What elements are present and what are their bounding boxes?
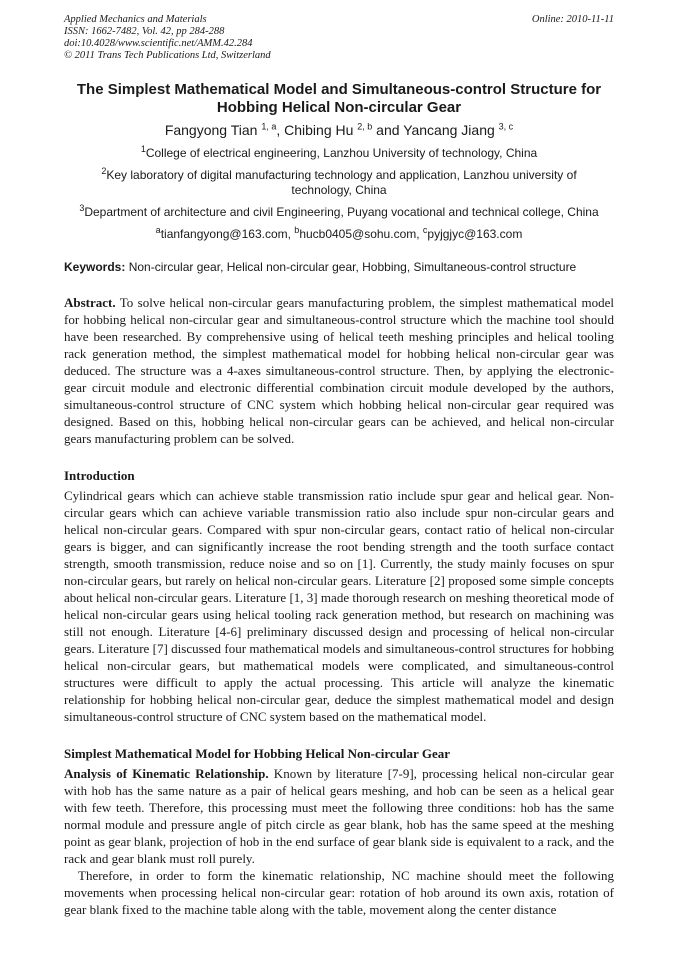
author-name: Yancang Jiang — [403, 122, 495, 138]
email-address[interactable]: tianfangyong@163.com — [160, 227, 288, 241]
subsection-label: Analysis of Kinematic Relationship. — [64, 766, 269, 781]
affiliation-2 — [64, 168, 614, 198]
abstract-label: Abstract. — [64, 295, 116, 310]
email-address[interactable]: pyjgjyc@163.com — [427, 227, 523, 241]
affiliation-superscript: 2 — [101, 166, 107, 176]
copyright-line: © 2011 Trans Tech Publications Ltd, Switzerland — [64, 50, 271, 61]
author-list: Fangyong Tian $^{1, a}$, Chibing Hu $^{2, b}$ and Yancang Jiang $^{3, c}$ — [164, 121, 514, 138]
affiliation-3 — [64, 205, 614, 220]
keywords-line — [64, 260, 614, 275]
email-superscript: b — [294, 225, 300, 235]
kinematic-text: Known by literature [7-9], processing helical non-circular gear with hob has the same nature as a pair of helical gears meshing, and hob can be seen as a helical gear with few teeth. Therefore, this processing must meet the following three conditions: hob has the same normal module and pressure angle of pitch circle as gear blank, hob has the same speed at the meshing point as gear blank, projection of hob in the end surface of gear blank side is equivalent to a rack, and the rack and gear blank must roll purely. — [64, 766, 614, 866]
movements-paragraph: Therefore, in order to form the kinematic relationship, NC machine should meet the following movements when processing helical non-circular gear: rotation of hob around its own axis, rotation of gear blank fixed to the machine table along with the table, movement along the center distance — [64, 868, 614, 917]
affiliation-text: Department of architecture and civil Engineering, Puyang vocational and technical college, China — [84, 205, 599, 219]
author-superscript: 1, a — [261, 121, 277, 132]
email-address[interactable]: hucb0405@sohu.com — [299, 227, 417, 241]
author-superscript: 3, c — [498, 121, 514, 132]
doi-line: doi:10.4028/www.scientific.net/AMM.42.284 — [64, 38, 253, 49]
affiliation-1 — [64, 146, 614, 161]
kinematic-paragraph — [64, 765, 614, 867]
abstract-text: To solve helical non-circular gears manufacturing problem, the simplest mathematical model for hobbing helical non-circular gear and simultaneous-control structure which the machine tool should have been researched. By comprehensive using of helical teeth meshing principles and helical tooling rack generation method, the simplest mathematical model for hobbing helical non-circular gear was deduced. The structure was a 4-axes simultaneous-control structure. Then, by applying the electronic-gear circuit module and electronic differential combination circuit module developed by the authors, simultaneous-control structure of CNC system which hobbing helical non-circular gear required was designed. Based on this, hobbing helical non-circular gears can be achieved, and helical non-circular gears manufacturing problem can be solved. — [64, 295, 614, 446]
paper-title: The Simplest Mathematical Model and Simultaneous-control Structure for Hobbing Helical Non-circular Gear — [76, 81, 602, 116]
email-list: $^a$tianfangyong@163.com, $^b$hucb0405@sohu.com, $^c$pyjgjyc@163.com — [155, 225, 523, 241]
journal-name: Applied Mechanics and Materials — [64, 14, 207, 25]
email-superscript: c — [422, 225, 428, 235]
author-name: Fangyong Tian — [164, 122, 258, 138]
affiliation-text: College of electrical engineering, Lanzhou University of technology, China — [145, 146, 538, 160]
section-heading-introduction: Introduction — [64, 468, 135, 483]
affiliation-text: Key laboratory of digital manufacturing technology and application, Lanzhou university of technology, China — [106, 168, 577, 197]
abstract-paragraph — [64, 294, 614, 447]
affiliation-superscript: 3 — [79, 203, 85, 213]
section-heading-model: Simplest Mathematical Model for Hobbing Helical Non-circular Gear — [64, 746, 450, 761]
introduction-paragraph: Cylindrical gears which can achieve stable transmission ratio include spur gear and helical gear. Non-circular gears which can achieve variable transmission ratio also include spur non-circular gears and helical non-circular gears. Compared with spur non-circular gears, contact ratio of helical non-circular gears is bigger, and can significantly increase the root bending strength and the tooth surface contact strength, smooth transmission, reduce noise and so on [1]. Currently, the study mainly focuses on spur non-circular gears, but rarely on helical non-circular gears. Literature [2] proposed some simple concepts about helical non-circular gears. Literature [1, 3] made thorough research on meshing theoretical mode of helical non-circular gears using helical tooling rack generation method, but research on machining was still not enough. Literature [4-6] preliminary discussed design and processing of helical non-circular gears. Literature [7] discussed four mathematical models and simultaneous-control structures for hobbing helical non-circular gears, but mathematical models were complicated, and simultaneous-control structures were difficult to apply the actual processing. This article will analyze the kinematic relationship for hobbing helical non-circular gear, deduce the simplest mathematical model and design simultaneous-control structure of CNC system based on the mathematical model. — [64, 488, 614, 724]
author-name: Chibing Hu — [284, 122, 354, 138]
author-superscript: 2, b — [357, 121, 373, 132]
affiliation-superscript: 1 — [140, 144, 146, 154]
keywords-text: Non-circular gear, Helical non-circular gear, Hobbing, Simultaneous-control structure — [125, 260, 577, 274]
journal-header — [64, 14, 614, 62]
paper-page — [64, 14, 614, 918]
online-date: Online: 2010-11-11 — [531, 14, 614, 25]
email-superscript: a — [155, 225, 161, 235]
keywords-label: Keywords: — [64, 260, 126, 274]
issn-line: ISSN: 1662-7482, Vol. 42, pp 284-288 — [64, 26, 225, 37]
